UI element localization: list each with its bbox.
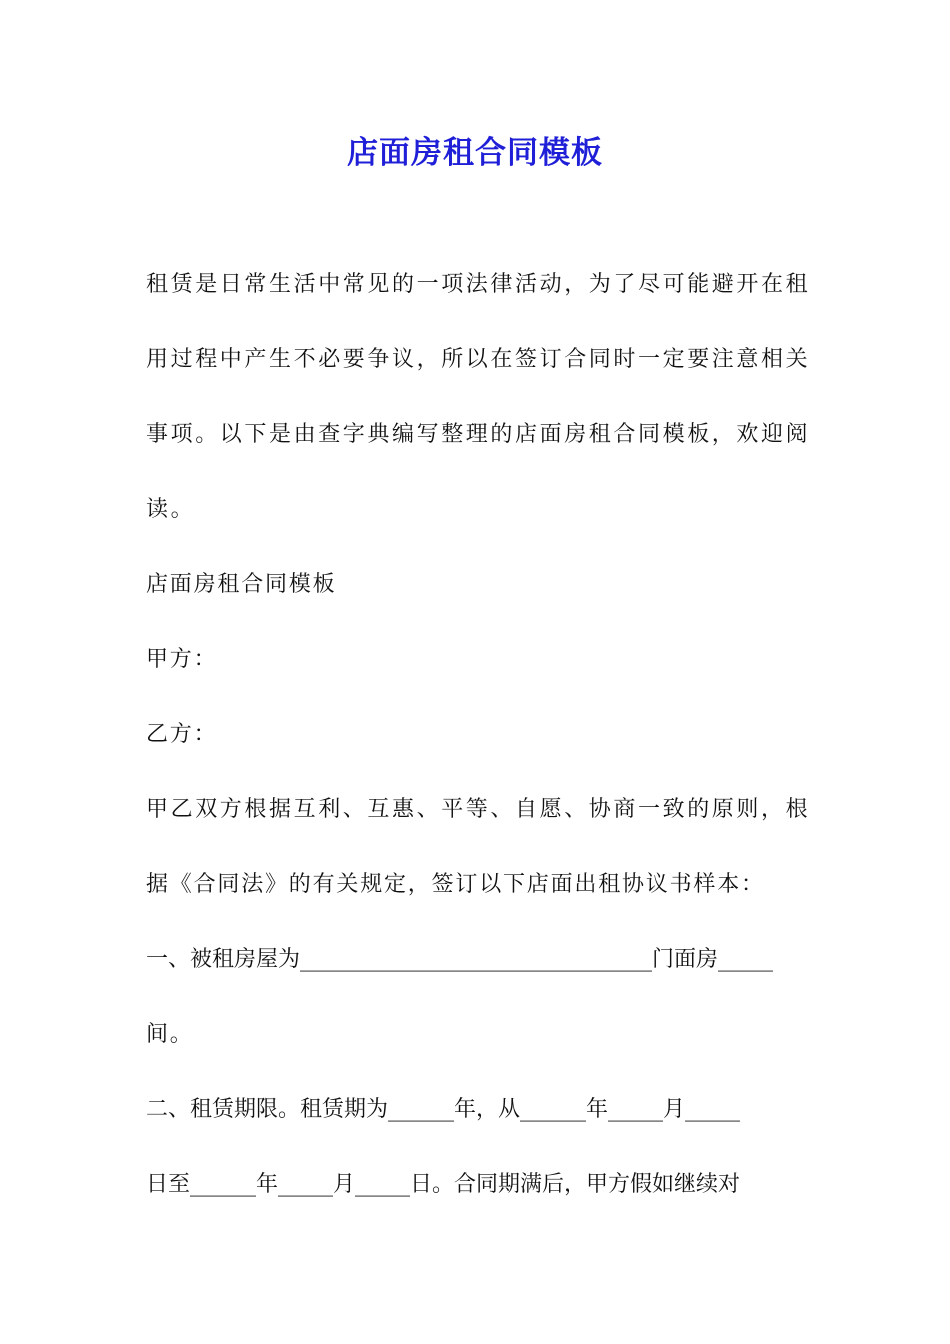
body-line: 租赁是日常生活中常见的一项法律活动，为了尽可能避开在租: [146, 272, 810, 297]
body-line: 事项。以下是由查字典编写整理的店面房租合同模板，欢迎阅: [146, 422, 810, 447]
party-b-label: 乙方：: [146, 722, 218, 747]
clause-line: 二、租赁期限。租赁期为______年，从______年_____月_____: [146, 1097, 741, 1122]
body-line: 店面房租合同模板: [146, 572, 337, 597]
body-line: 甲乙双方根据互利、互惠、平等、自愿、协商一致的原则，根: [146, 797, 810, 822]
party-a-label: 甲方：: [146, 647, 218, 672]
body-line: 读。: [146, 497, 196, 522]
body-line: 用过程中产生不必要争议，所以在签订合同时一定要注意相关: [146, 347, 810, 372]
document-title: 店面房租合同模板: [347, 135, 603, 171]
clause-line: 日至______年_____月_____日。合同期满后，甲方假如继续对: [146, 1172, 741, 1197]
body-line: 间。: [146, 1022, 194, 1047]
clause-line: 一、被租房屋为________________________________门面房_____: [146, 947, 774, 972]
body-line: 据《合同法》的有关规定，签订以下店面出租协议书样本：: [146, 872, 765, 897]
